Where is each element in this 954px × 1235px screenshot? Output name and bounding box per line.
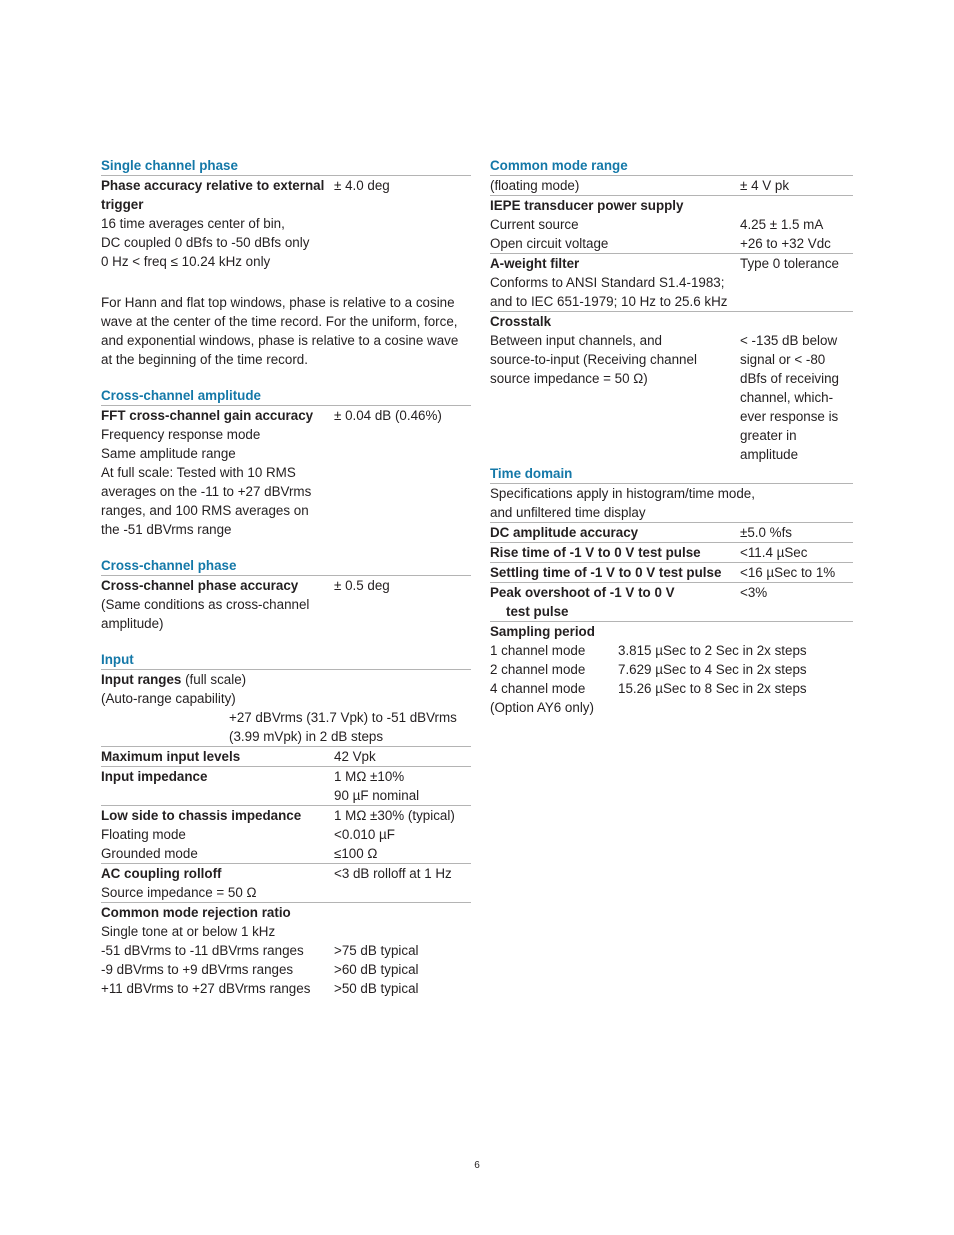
spec-label: Floating mode [101, 827, 186, 842]
spec-value: +26 to +32 Vdc [740, 236, 831, 251]
cross-channel-amplitude-section [101, 386, 471, 539]
section-title: Input [101, 650, 471, 670]
spec-value: ± 4 V pk [740, 178, 790, 193]
spec-note: 0 Hz < freq ≤ 10.24 kHz only [101, 254, 271, 269]
spec-label: -9 dBVrms to +9 dBVrms ranges [101, 962, 294, 977]
spec-value: 3.815 µSec to 2 Sec in 2x steps [618, 643, 807, 658]
spec-label: Open circuit voltage [490, 236, 609, 251]
spec-value: >50 dB typical [334, 981, 419, 996]
spec-value: 1 MΩ ±30% (typical) [334, 808, 455, 823]
section-title: Cross-channel phase [101, 556, 471, 576]
spec-note: Between input channels, and source-to-input (Receiving channel source impedance = 50 Ω) [490, 333, 697, 386]
spec-label: (floating mode) [490, 178, 580, 193]
spec-value: <3% [740, 585, 768, 600]
spec-note: Conforms to ANSI Standard S1.4-1983; and to IEC 651-1979; 10 Hz to 25.6 kHz [490, 275, 728, 309]
spec-value: 1 MΩ ±10% [334, 769, 405, 784]
spec-value: 42 Vpk [334, 749, 376, 764]
spec-value: ± 0.04 dB (0.46%) [334, 408, 442, 423]
spec-label: Common mode rejection ratio [101, 905, 291, 920]
spec-value: ± 0.5 deg [334, 578, 390, 593]
window-phase-paragraph: For Hann and flat top windows, phase is relative to a cosine wave at the center of the time record. For the uniform, force, and exponential windows, phase is relative to a cosine wave at the beginning of the time record. [101, 295, 459, 367]
spec-note: At full scale: Tested with 10 RMS averages on the -11 to +27 dBVrms ranges, and 100 RMS averages on the -51 dBVrms range [101, 465, 312, 537]
spec-value: ≤100 Ω [334, 846, 378, 861]
spec-note: DC coupled 0 dBfs to -50 dBfs only [101, 235, 310, 250]
spec-note: Specifications apply in histogram/time mode, and unfiltered time display [490, 486, 755, 520]
spec-note: Frequency response mode [101, 427, 261, 442]
spec-label: Rise time of -1 V to 0 V test pulse [490, 545, 701, 560]
left-column [101, 156, 471, 1015]
spec-value: 7.629 µSec to 4 Sec in 2x steps [618, 662, 807, 677]
input-section [101, 650, 471, 998]
spec-value: Type 0 tolerance [740, 256, 840, 271]
spec-value: <16 µSec to 1% [740, 565, 836, 580]
spec-label: 2 channel mode [490, 662, 586, 677]
spec-note: Same amplitude range [101, 446, 236, 461]
spec-label: Current source [490, 217, 579, 232]
spec-value: ± 4.0 deg [334, 178, 390, 193]
spec-value: ±5.0 %fs [740, 525, 793, 540]
spec-label: Settling time of -1 V to 0 V test pulse [490, 565, 722, 580]
spec-value: <11.4 µSec [740, 545, 808, 560]
spec-note: 16 time averages center of bin, [101, 216, 285, 231]
spec-label: Grounded mode [101, 846, 198, 861]
spec-label: Sampling period [490, 624, 595, 639]
spec-value: >75 dB typical [334, 943, 419, 958]
spec-label: A-weight filter [490, 256, 580, 271]
section-title: Cross-channel amplitude [101, 386, 471, 406]
spec-value: >60 dB typical [334, 962, 419, 977]
spec-label: IEPE transducer power supply [490, 198, 684, 213]
spec-label: Input impedance [101, 769, 208, 784]
spec-note: (Option AY6 only) [490, 700, 594, 715]
spec-value: 4.25 ± 1.5 mA [740, 217, 824, 232]
spec-label: -51 dBVrms to -11 dBVrms ranges [101, 943, 304, 958]
section-title: Single channel phase [101, 156, 471, 176]
spec-label: 4 channel mode [490, 681, 586, 696]
spec-label: Maximum input levels [101, 749, 241, 764]
auto-range-note: (Auto-range capability) [101, 691, 236, 706]
spec-note: (Same conditions as cross-channel amplitude) [101, 597, 310, 631]
section-title: Common mode range [490, 156, 853, 176]
section-title: Time domain [490, 464, 853, 484]
spec-note: Source impedance = 50 Ω [101, 885, 257, 900]
spec-value: <3 dB rolloff at 1 Hz [334, 866, 452, 881]
time-domain-section [490, 464, 853, 717]
spec-value: 90 µF nominal [334, 788, 420, 803]
spec-label: test pulse [506, 604, 569, 619]
spec-label: FFT cross-channel gain accuracy [101, 408, 314, 423]
common-mode-section [490, 156, 853, 464]
cross-channel-phase-section [101, 556, 471, 633]
spec-label: 1 channel mode [490, 643, 586, 658]
spec-note: Single tone at or below 1 kHz [101, 924, 276, 939]
spec-label: Peak overshoot of -1 V to 0 V [490, 585, 675, 600]
page-number: 6 [474, 1160, 480, 1171]
spec-label: DC amplitude accuracy [490, 525, 639, 540]
right-column [490, 156, 853, 734]
spec-label: Low side to chassis impedance [101, 808, 302, 823]
single-channel-phase-section [101, 156, 471, 369]
spec-value: 15.26 µSec to 8 Sec in 2x steps [618, 681, 807, 696]
spec-value: < -135 dB below signal or < -80 dBfs of receiving channel, which-ever response is greater in amplitude [740, 333, 839, 462]
input-range-value: +27 dBVrms (31.7 Vpk) to -51 dBVrms (3.99 mVpk) in 2 dB steps [229, 710, 457, 744]
spec-label: Phase accuracy relative to external trigger [101, 178, 325, 212]
spec-label: Crosstalk [490, 314, 552, 329]
spec-label: AC coupling rolloff [101, 866, 222, 881]
spec-label: Cross-channel phase accuracy [101, 578, 299, 593]
spec-value: <0.010 µF [334, 827, 395, 842]
input-ranges-label: Input ranges (full scale) [101, 672, 247, 687]
spec-label: +11 dBVrms to +27 dBVrms ranges [101, 981, 311, 996]
